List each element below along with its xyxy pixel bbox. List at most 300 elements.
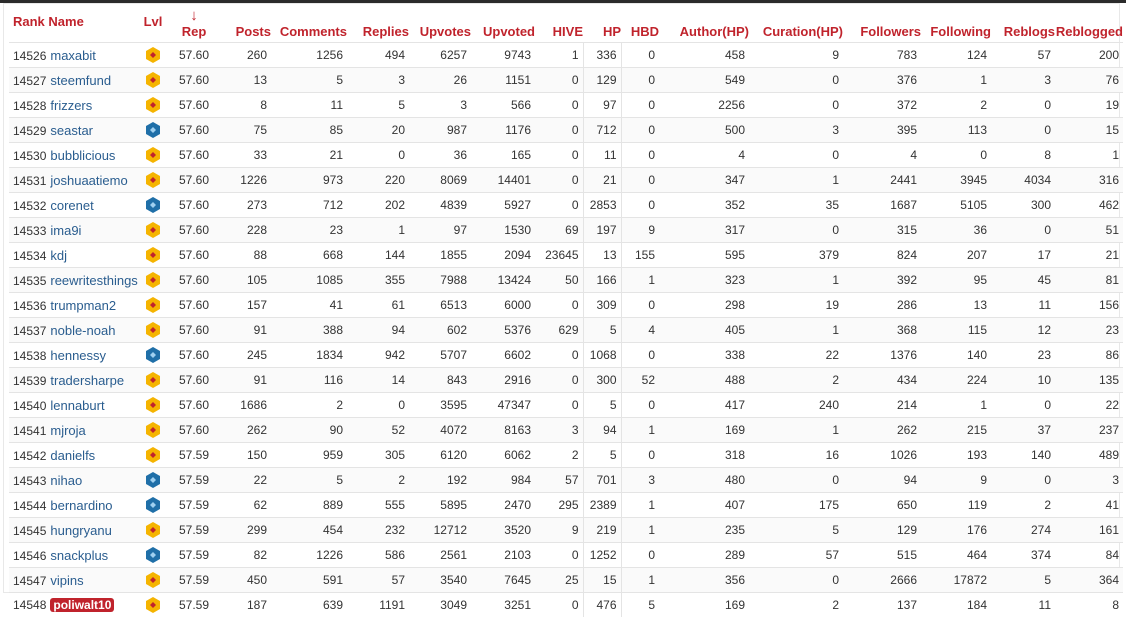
level-badge-gold-icon bbox=[146, 272, 160, 288]
rank-name-cell bbox=[9, 418, 139, 443]
rep-value: 57.60 bbox=[167, 143, 221, 168]
username-link[interactable]: danielfs bbox=[50, 448, 95, 463]
replies-value: 3 bbox=[347, 68, 409, 93]
upvotes-value: 987 bbox=[409, 118, 471, 143]
upvotes-value: 5895 bbox=[409, 493, 471, 518]
table-row[interactable] bbox=[9, 218, 1123, 243]
level-cell bbox=[139, 268, 167, 293]
table-row[interactable] bbox=[9, 393, 1123, 418]
comments-value: 959 bbox=[271, 443, 347, 468]
replies-value: 14 bbox=[347, 368, 409, 393]
upvoted-value: 1530 bbox=[471, 218, 535, 243]
username-link[interactable]: poliwalt10 bbox=[50, 598, 114, 612]
rank-number: 14532 bbox=[13, 199, 46, 213]
reblogs-value: 10 bbox=[991, 368, 1055, 393]
username-link[interactable]: bernardino bbox=[50, 498, 112, 513]
posts-value: 262 bbox=[221, 418, 271, 443]
upvotes-value: 602 bbox=[409, 318, 471, 343]
followers-value: 783 bbox=[843, 43, 921, 68]
author-hp-value: 407 bbox=[659, 493, 749, 518]
upvotes-value: 3595 bbox=[409, 393, 471, 418]
hp-value: 129 bbox=[583, 68, 621, 93]
rank-name-cell bbox=[9, 118, 139, 143]
rank-number: 14526 bbox=[13, 49, 46, 63]
replies-value: 57 bbox=[347, 568, 409, 593]
hp-value: 166 bbox=[583, 268, 621, 293]
level-badge-gold-icon bbox=[146, 172, 160, 188]
rank-number: 14540 bbox=[13, 399, 46, 413]
followers-value: 129 bbox=[843, 518, 921, 543]
hp-value: 336 bbox=[583, 43, 621, 68]
following-value: 193 bbox=[921, 443, 991, 468]
level-badge-gold-icon bbox=[146, 47, 160, 63]
reblogged-value: 489 bbox=[1055, 443, 1123, 468]
author-hp-value: 347 bbox=[659, 168, 749, 193]
upvotes-value: 3 bbox=[409, 93, 471, 118]
table-row[interactable] bbox=[9, 443, 1123, 468]
hive-value: 9 bbox=[535, 518, 583, 543]
rank-number: 14542 bbox=[13, 449, 46, 463]
upvoted-value: 6062 bbox=[471, 443, 535, 468]
username-link[interactable]: ima9i bbox=[50, 223, 81, 238]
username-link[interactable]: vipins bbox=[50, 573, 83, 588]
column-header-replies[interactable] bbox=[347, 4, 409, 43]
rank-number: 14543 bbox=[13, 474, 46, 488]
column-header-following[interactable] bbox=[921, 4, 991, 43]
username-link[interactable]: hungryanu bbox=[50, 523, 111, 538]
column-header-curation-hp[interactable] bbox=[749, 4, 843, 43]
upvoted-value: 5927 bbox=[471, 193, 535, 218]
upvotes-value: 12712 bbox=[409, 518, 471, 543]
posts-value: 260 bbox=[221, 43, 271, 68]
table-row[interactable] bbox=[9, 593, 1123, 617]
following-value: 119 bbox=[921, 493, 991, 518]
reblogs-value: 0 bbox=[991, 218, 1055, 243]
table-row[interactable] bbox=[9, 368, 1123, 393]
comments-value: 5 bbox=[271, 68, 347, 93]
author-hp-value: 317 bbox=[659, 218, 749, 243]
table-row[interactable] bbox=[9, 293, 1123, 318]
reblogged-value: 8 bbox=[1055, 593, 1123, 617]
upvoted-value: 2916 bbox=[471, 368, 535, 393]
upvotes-value: 192 bbox=[409, 468, 471, 493]
hbd-value: 5 bbox=[621, 593, 659, 617]
rank-number: 14527 bbox=[13, 74, 46, 88]
author-hp-value: 323 bbox=[659, 268, 749, 293]
upvoted-value: 14401 bbox=[471, 168, 535, 193]
username-link[interactable]: noble-noah bbox=[50, 323, 115, 338]
curation-hp-value: 19 bbox=[749, 293, 843, 318]
replies-value: 942 bbox=[347, 343, 409, 368]
reblogged-value: 21 bbox=[1055, 243, 1123, 268]
username-link[interactable]: joshuaatiemo bbox=[50, 173, 127, 188]
hp-value: 94 bbox=[583, 418, 621, 443]
comments-value: 889 bbox=[271, 493, 347, 518]
hbd-value: 0 bbox=[621, 443, 659, 468]
level-badge-gold-icon bbox=[146, 297, 160, 313]
hive-value: 0 bbox=[535, 193, 583, 218]
following-value: 36 bbox=[921, 218, 991, 243]
rep-value: 57.60 bbox=[167, 118, 221, 143]
followers-value: 1026 bbox=[843, 443, 921, 468]
replies-value: 232 bbox=[347, 518, 409, 543]
column-header-hp[interactable] bbox=[583, 4, 621, 43]
rep-value: 57.59 bbox=[167, 568, 221, 593]
column-header-author-hp[interactable] bbox=[659, 4, 749, 43]
username-link[interactable]: trumpman2 bbox=[50, 298, 116, 313]
rank-name-cell bbox=[9, 393, 139, 418]
level-cell bbox=[139, 243, 167, 268]
replies-value: 61 bbox=[347, 293, 409, 318]
posts-value: 187 bbox=[221, 593, 271, 617]
followers-value: 94 bbox=[843, 468, 921, 493]
table-row[interactable] bbox=[9, 193, 1123, 218]
followers-value: 372 bbox=[843, 93, 921, 118]
rank-name-cell bbox=[9, 543, 139, 568]
author-hp-value: 352 bbox=[659, 193, 749, 218]
hp-value: 712 bbox=[583, 118, 621, 143]
username-link[interactable]: seastar bbox=[50, 123, 93, 138]
level-cell bbox=[139, 293, 167, 318]
rank-name-cell bbox=[9, 93, 139, 118]
table-row[interactable] bbox=[9, 43, 1123, 68]
reblogged-value: 3 bbox=[1055, 468, 1123, 493]
username-link[interactable]: bubblicious bbox=[50, 148, 115, 163]
table-row[interactable] bbox=[9, 418, 1123, 443]
upvoted-value: 165 bbox=[471, 143, 535, 168]
upvoted-label: Upvoted bbox=[471, 24, 535, 42]
level-badge-gold-icon bbox=[146, 447, 160, 463]
posts-value: 1686 bbox=[221, 393, 271, 418]
replies-value: 202 bbox=[347, 193, 409, 218]
rank-name-label: Rank Name bbox=[9, 4, 139, 29]
comments-value: 388 bbox=[271, 318, 347, 343]
column-header-rank-name[interactable] bbox=[9, 4, 139, 43]
hive-value: 50 bbox=[535, 268, 583, 293]
following-value: 0 bbox=[921, 143, 991, 168]
author-hp-value: 480 bbox=[659, 468, 749, 493]
reblogs-value: 45 bbox=[991, 268, 1055, 293]
comments-value: 21 bbox=[271, 143, 347, 168]
level-cell bbox=[139, 68, 167, 93]
table-row[interactable] bbox=[9, 268, 1123, 293]
username-link[interactable]: reewritesthings bbox=[50, 273, 137, 288]
comments-value: 23 bbox=[271, 218, 347, 243]
username-link[interactable]: kdj bbox=[50, 248, 67, 263]
comments-value: 85 bbox=[271, 118, 347, 143]
hbd-value: 0 bbox=[621, 93, 659, 118]
level-cell bbox=[139, 93, 167, 118]
column-header-hive[interactable] bbox=[535, 4, 583, 43]
hive-value: 23645 bbox=[535, 243, 583, 268]
level-cell bbox=[139, 118, 167, 143]
table-row[interactable] bbox=[9, 343, 1123, 368]
reblogged-value: 462 bbox=[1055, 193, 1123, 218]
following-value: 176 bbox=[921, 518, 991, 543]
curation-hp-value: 379 bbox=[749, 243, 843, 268]
rank-number: 14544 bbox=[13, 499, 46, 513]
column-header-reblogged[interactable] bbox=[1055, 4, 1123, 43]
reblogged-value: 15 bbox=[1055, 118, 1123, 143]
comments-value: 1226 bbox=[271, 543, 347, 568]
upvotes-value: 4839 bbox=[409, 193, 471, 218]
following-value: 207 bbox=[921, 243, 991, 268]
following-value: 113 bbox=[921, 118, 991, 143]
hbd-value: 4 bbox=[621, 318, 659, 343]
curation-hp-value: 0 bbox=[749, 568, 843, 593]
upvotes-value: 3540 bbox=[409, 568, 471, 593]
level-cell bbox=[139, 593, 167, 617]
username-link[interactable]: maxabit bbox=[50, 48, 96, 63]
replies-value: 5 bbox=[347, 93, 409, 118]
level-badge-gold-icon bbox=[146, 97, 160, 113]
rank-name-cell bbox=[9, 193, 139, 218]
author-hp-value: 338 bbox=[659, 343, 749, 368]
column-header-posts[interactable] bbox=[221, 4, 271, 43]
rank-name-cell bbox=[9, 593, 139, 617]
level-cell bbox=[139, 493, 167, 518]
rank-number: 14546 bbox=[13, 549, 46, 563]
hp-value: 2853 bbox=[583, 193, 621, 218]
table-row[interactable] bbox=[9, 118, 1123, 143]
rank-name-cell bbox=[9, 318, 139, 343]
username-link[interactable]: nihao bbox=[50, 473, 82, 488]
comments-value: 1834 bbox=[271, 343, 347, 368]
reblogged-value: 1 bbox=[1055, 143, 1123, 168]
hp-value: 197 bbox=[583, 218, 621, 243]
rank-number: 14533 bbox=[13, 224, 46, 238]
author-hp-value: 405 bbox=[659, 318, 749, 343]
reblogs-value: 3 bbox=[991, 68, 1055, 93]
column-header-upvoted[interactable] bbox=[471, 4, 535, 43]
level-badge-gold-icon bbox=[146, 322, 160, 338]
posts-value: 82 bbox=[221, 543, 271, 568]
table-row[interactable] bbox=[9, 568, 1123, 593]
rank-number: 14531 bbox=[13, 174, 46, 188]
curation-hp-value: 5 bbox=[749, 518, 843, 543]
upvoted-value: 5376 bbox=[471, 318, 535, 343]
rank-name-cell bbox=[9, 368, 139, 393]
upvotes-value: 6513 bbox=[409, 293, 471, 318]
level-cell bbox=[139, 318, 167, 343]
following-value: 215 bbox=[921, 418, 991, 443]
hive-value: 25 bbox=[535, 568, 583, 593]
posts-value: 228 bbox=[221, 218, 271, 243]
curation-hp-value: 0 bbox=[749, 218, 843, 243]
username-link[interactable]: frizzers bbox=[50, 98, 92, 113]
username-link[interactable]: mjroja bbox=[50, 423, 85, 438]
hp-value: 2389 bbox=[583, 493, 621, 518]
table-row[interactable] bbox=[9, 518, 1123, 543]
upvotes-value: 36 bbox=[409, 143, 471, 168]
table-row[interactable] bbox=[9, 468, 1123, 493]
column-header-hbd[interactable] bbox=[621, 4, 659, 43]
reblogged-value: 161 bbox=[1055, 518, 1123, 543]
username-link[interactable]: lennaburt bbox=[50, 398, 104, 413]
level-cell bbox=[139, 518, 167, 543]
column-header-followers[interactable] bbox=[843, 4, 921, 43]
curation-hp-value: 240 bbox=[749, 393, 843, 418]
hive-value: 0 bbox=[535, 593, 583, 617]
reblogs-value: 11 bbox=[991, 593, 1055, 617]
followers-value: 368 bbox=[843, 318, 921, 343]
ranking-table bbox=[9, 4, 1123, 617]
table-row[interactable] bbox=[9, 93, 1123, 118]
following-value: 9 bbox=[921, 468, 991, 493]
upvoted-value: 8163 bbox=[471, 418, 535, 443]
posts-value: 245 bbox=[221, 343, 271, 368]
upvotes-value: 1855 bbox=[409, 243, 471, 268]
hbd-value: 0 bbox=[621, 343, 659, 368]
rank-name-cell bbox=[9, 143, 139, 168]
replies-value: 94 bbox=[347, 318, 409, 343]
rank-number: 14528 bbox=[13, 99, 46, 113]
table-row[interactable] bbox=[9, 493, 1123, 518]
level-badge-gold-icon bbox=[146, 572, 160, 588]
posts-value: 91 bbox=[221, 368, 271, 393]
following-value: 1 bbox=[921, 393, 991, 418]
followers-value: 395 bbox=[843, 118, 921, 143]
level-badge-blue-icon bbox=[146, 547, 160, 563]
author-hp-value: 298 bbox=[659, 293, 749, 318]
column-header-comments[interactable] bbox=[271, 4, 347, 43]
hbd-label: HBD bbox=[621, 24, 659, 42]
rep-value: 57.59 bbox=[167, 543, 221, 568]
following-value: 224 bbox=[921, 368, 991, 393]
rank-name-cell bbox=[9, 443, 139, 468]
author-hp-value: 488 bbox=[659, 368, 749, 393]
hbd-value: 1 bbox=[621, 268, 659, 293]
comments-value: 973 bbox=[271, 168, 347, 193]
lvl-label: Lvl bbox=[139, 4, 167, 29]
posts-value: 88 bbox=[221, 243, 271, 268]
rep-value: 57.60 bbox=[167, 293, 221, 318]
comments-value: 116 bbox=[271, 368, 347, 393]
followers-value: 2666 bbox=[843, 568, 921, 593]
rank-name-cell bbox=[9, 68, 139, 93]
upvotes-value: 5707 bbox=[409, 343, 471, 368]
table-row[interactable] bbox=[9, 543, 1123, 568]
hbd-value: 0 bbox=[621, 293, 659, 318]
hp-value: 309 bbox=[583, 293, 621, 318]
reblogged-value: 51 bbox=[1055, 218, 1123, 243]
hp-value: 11 bbox=[583, 143, 621, 168]
table-row[interactable] bbox=[9, 168, 1123, 193]
comments-value: 2 bbox=[271, 393, 347, 418]
rank-name-cell bbox=[9, 493, 139, 518]
rank-name-cell bbox=[9, 293, 139, 318]
followers-value: 315 bbox=[843, 218, 921, 243]
rep-value: 57.59 bbox=[167, 493, 221, 518]
rank-name-cell bbox=[9, 43, 139, 68]
followers-value: 286 bbox=[843, 293, 921, 318]
reblogs-value: 57 bbox=[991, 43, 1055, 68]
reblogs-value: 274 bbox=[991, 518, 1055, 543]
rep-value: 57.60 bbox=[167, 93, 221, 118]
level-badge-gold-icon bbox=[146, 597, 160, 613]
reblogged-value: 86 bbox=[1055, 343, 1123, 368]
reblogs-value: 37 bbox=[991, 418, 1055, 443]
posts-value: 22 bbox=[221, 468, 271, 493]
replies-value: 52 bbox=[347, 418, 409, 443]
curation-hp-value: 16 bbox=[749, 443, 843, 468]
hive-value: 0 bbox=[535, 68, 583, 93]
table-row[interactable] bbox=[9, 143, 1123, 168]
replies-value: 586 bbox=[347, 543, 409, 568]
reblogged-value: 76 bbox=[1055, 68, 1123, 93]
hp-value: 1068 bbox=[583, 343, 621, 368]
followers-label: Followers bbox=[843, 24, 921, 42]
author-hp-label: Author(HP) bbox=[659, 24, 749, 42]
reblogs-value: 4034 bbox=[991, 168, 1055, 193]
username-link[interactable]: hennessy bbox=[50, 348, 106, 363]
hp-value: 21 bbox=[583, 168, 621, 193]
level-cell bbox=[139, 343, 167, 368]
replies-value: 1191 bbox=[347, 593, 409, 617]
following-value: 124 bbox=[921, 43, 991, 68]
username-link[interactable]: steemfund bbox=[50, 73, 111, 88]
table-row[interactable] bbox=[9, 318, 1123, 343]
curation-hp-value: 0 bbox=[749, 93, 843, 118]
replies-value: 0 bbox=[347, 393, 409, 418]
reblogs-value: 5 bbox=[991, 568, 1055, 593]
rep-value: 57.60 bbox=[167, 268, 221, 293]
upvotes-value: 7988 bbox=[409, 268, 471, 293]
username-link[interactable]: corenet bbox=[50, 198, 93, 213]
following-value: 140 bbox=[921, 343, 991, 368]
followers-value: 376 bbox=[843, 68, 921, 93]
curation-hp-value: 1 bbox=[749, 318, 843, 343]
reblogs-value: 23 bbox=[991, 343, 1055, 368]
reblogged-value: 41 bbox=[1055, 493, 1123, 518]
table-row[interactable] bbox=[9, 68, 1123, 93]
level-cell bbox=[139, 168, 167, 193]
posts-value: 150 bbox=[221, 443, 271, 468]
hive-value: 0 bbox=[535, 368, 583, 393]
following-label: Following bbox=[921, 24, 991, 42]
comments-value: 668 bbox=[271, 243, 347, 268]
rank-name-cell bbox=[9, 268, 139, 293]
column-header-lvl[interactable] bbox=[139, 4, 167, 43]
column-header-reblogs[interactable] bbox=[991, 4, 1055, 43]
posts-value: 75 bbox=[221, 118, 271, 143]
replies-value: 494 bbox=[347, 43, 409, 68]
table-row[interactable] bbox=[9, 243, 1123, 268]
level-badge-gold-icon bbox=[146, 422, 160, 438]
username-link[interactable]: tradersharpe bbox=[50, 373, 124, 388]
followers-value: 650 bbox=[843, 493, 921, 518]
reblogged-value: 364 bbox=[1055, 568, 1123, 593]
rank-name-cell bbox=[9, 343, 139, 368]
hive-value: 2 bbox=[535, 443, 583, 468]
following-value: 17872 bbox=[921, 568, 991, 593]
posts-value: 33 bbox=[221, 143, 271, 168]
column-header-upvotes[interactable] bbox=[409, 4, 471, 43]
rep-value: 57.59 bbox=[167, 443, 221, 468]
comments-value: 639 bbox=[271, 593, 347, 617]
hive-value: 1 bbox=[535, 43, 583, 68]
comments-value: 712 bbox=[271, 193, 347, 218]
username-link[interactable]: snackplus bbox=[50, 548, 108, 563]
reblogged-value: 19 bbox=[1055, 93, 1123, 118]
level-cell bbox=[139, 468, 167, 493]
reblogs-value: 17 bbox=[991, 243, 1055, 268]
rep-value: 57.59 bbox=[167, 593, 221, 617]
level-cell bbox=[139, 193, 167, 218]
upvoted-value: 3520 bbox=[471, 518, 535, 543]
reblogged-value: 23 bbox=[1055, 318, 1123, 343]
column-header-rep[interactable] bbox=[167, 4, 221, 43]
